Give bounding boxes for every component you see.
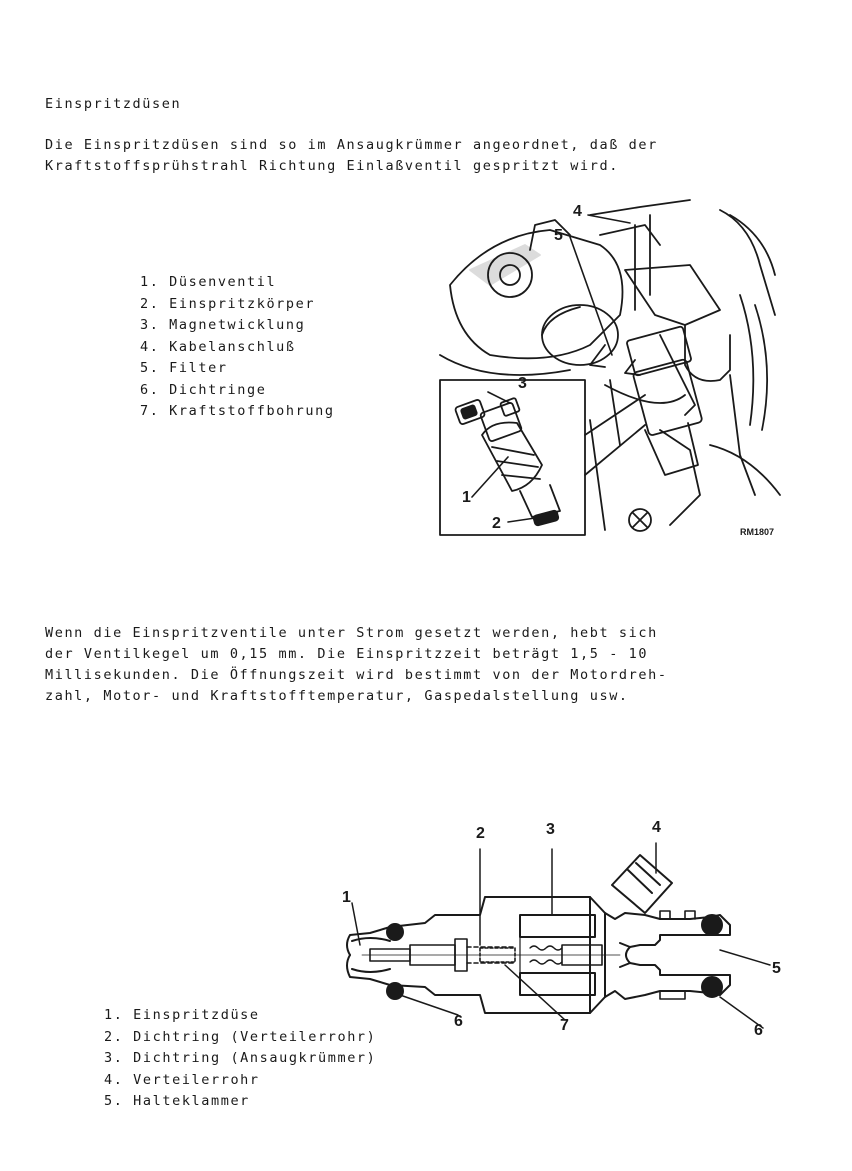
o-rings [387, 915, 722, 999]
retaining-clip [660, 911, 695, 999]
body-line-1: Wenn die Einspritzventile unter Strom gesetzt werden, hebt sich [45, 625, 658, 641]
legend-top-item: 7. Kraftstoffbohrung [140, 403, 335, 419]
callout-top-1: 1 [462, 489, 471, 506]
legend-bottom-item: 4. Verteilerrohr [104, 1071, 260, 1088]
body-line-2: der Ventilkegel um 0,15 mm. Die Einspritzzeit beträgt 1,5 - 10 [45, 646, 649, 662]
legend-bottom-item: 2. Dichtring (Verteilerrohr) [104, 1028, 377, 1045]
callout-top-5: 5 [554, 227, 563, 244]
legend-top [140, 272, 335, 423]
legend-top-item: 3. Magnetwicklung [140, 317, 306, 333]
intro-line-1: Die Einspritzdüsen sind so im Ansaugkrümmer angeordnet, daß der [45, 137, 658, 153]
legend-top-item: 6. Dichtringe [140, 381, 267, 398]
legend-bottom-item: 1. Einspritzdüse [104, 1007, 260, 1023]
body-line-4: zahl, Motor- und Kraftstofftemperatur, Gaspedalstellung usw. [45, 688, 629, 704]
legend-bottom-item: 5. Halteklammer [104, 1093, 250, 1109]
legend-top-item: 5. Filter [140, 360, 228, 376]
page-heading: Einspritzdüsen [45, 96, 182, 112]
callout-bottom-5: 5 [772, 960, 781, 977]
figure-injector-installation [430, 195, 810, 550]
callout-bottom-1: 1 [342, 889, 351, 906]
callout-bottom-4: 4 [652, 819, 661, 836]
cable-connector [612, 855, 672, 913]
callout-top-4: 4 [573, 203, 582, 220]
callout-bottom-6-left: 6 [454, 1013, 463, 1030]
intro-line-2: Kraftstoffsprühstrahl Richtung Einlaßventil gespritzt wird. [45, 158, 619, 174]
figure-injector-section [330, 815, 800, 1045]
callout-top-3: 3 [518, 375, 527, 392]
callout-top-2: 2 [492, 515, 501, 532]
callout-bottom-3: 3 [546, 821, 555, 838]
callout-bottom-2: 2 [476, 825, 485, 842]
legend-bottom-item: 3. Dichtring (Ansaugkrümmer) [104, 1050, 377, 1066]
legend-bottom [104, 1005, 376, 1113]
legend-top-item: 1. Düsenventil [140, 274, 277, 290]
callout-bottom-7: 7 [560, 1017, 569, 1034]
engine-outline [440, 200, 780, 531]
figure-code: RM1807 [740, 527, 775, 537]
legend-top-item: 2. Einspritzkörper [140, 295, 316, 312]
legend-top-item: 4. Kabelanschluß [140, 338, 296, 355]
body-line-3: Millisekunden. Die Öffnungszeit wird bestimmt von der Motordreh- [45, 667, 668, 683]
callout-bottom-6-right: 6 [754, 1022, 763, 1039]
